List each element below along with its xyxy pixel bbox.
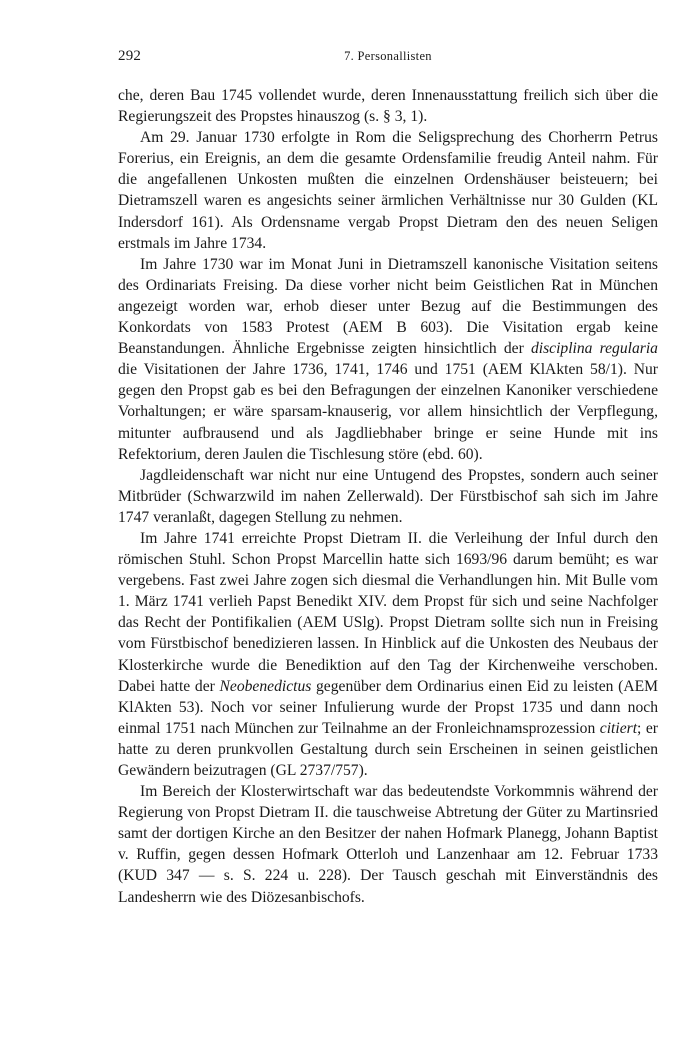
paragraph [118, 465, 658, 528]
text-run: Im Jahre 1741 erreichte Propst Dietram II. die Verleihung der Inful durch den römischen Stuhl. Schon Propst Marcellin hatte sich 1693/96 darum bemüht; es war vergebens. Fast zwei Jahre zogen sich diesmal die Verhandlungen hin. Mit Bulle vom 1. März 1741 verlieh Papst Benedikt XIV. dem Propst für sich und seine Nachfolger das Recht der Pontifikalien (AEM USlg). Propst Dietram sollte sich nun in Freising vom Fürstbischof benedizieren lassen. In Hinblick auf die Unkosten des Neubaus der Klosterkirche wurde die Benediktion auf den Tag der Kirchenweihe verschoben. Dabei hatte der [118, 529, 658, 695]
text-run: ; er hatte zu deren prunkvollen Gestaltung durch sein Erscheinen in seinen geistlichen Gewändern beizutragen (GL 2737/757). [118, 719, 658, 779]
text-run: Im Jahre 1730 war im Monat Juni in Dietramszell kanonische Visitation seitens des Ordinariats Freising. Da diese vorher nicht beim Geistlichen Rat in München angezeigt worden war, erhob dieser unter Bezug auf die Bestimmungen des Konkordats von 1583 Protest (AEM B 603). Die Visitation ergab keine Beanstandungen. Ähnliche Ergebnisse zeigten hinsichtlich der [118, 255, 658, 358]
page-number: 292 [118, 48, 142, 64]
paragraph [118, 254, 658, 465]
text-run: che, deren Bau 1745 vollendet wurde, deren Innenausstattung freilich sich über die Regierungszeit des Propstes hinauszog (s. § 3, 1). [118, 87, 658, 126]
text-run: Am 29. Januar 1730 erfolgte in Rom die Seligsprechung des Chorherrn Petrus Forerius, ein Ereignis, an dem die gesamte Ordensfamilie freudig Anteil nahm. Für die angefallenen Unkosten mußten die einzelnen Ordenshäuser beisteuern; bei Dietramszell waren es angesichts seiner ärmlichen Verhältnisse nur 30 Gulden (KL Indersdorf 161). Als Ordensname vergab Propst Dietram den des neuen Seligen erstmals im Jahre 1734. [118, 129, 658, 252]
paragraph [118, 127, 658, 254]
text-run: die Visitationen der Jahre 1736, 1741, 1746 und 1751 (AEM KlAkten 58/1). Nur gegen den Propst gab es bei den Befragungen der einzelnen Kanoniker verschiedene Vorhaltungen; er wäre sparsam-knauserig, vor allem hinsichtlich der Verpflegung, mitunter aufbrausend und als Jagdliebhaber bringe er seine Hunde mit ins Refektorium, deren Jaulen die Tischlesung störe (ebd. 60). [118, 361, 658, 463]
text-run: gegenüber dem Ordinarius einen Eid zu leisten (AEM KlAkten 53). Noch vor seiner Infulierung wurde der Propst 1735 und dann noch einmal 1751 nach München zur Teilnahme an der Fronleichnamsprozession [118, 677, 658, 737]
text-run: Im Bereich der Klosterwirtschaft war das bedeutendste Vorkommnis während der Regierung von Propst Dietram II. die tauschweise Abtretung der Güter zu Martinsried samt der dortigen Kirche an den Besitzer der nahen Hofmark Planegg, Johann Baptist v. Ruffin, gegen dessen Hofmark Otterloh und Lanzenhaar am 12. Februar 1733 (KUD 347 — s. S. 224 u. 228). Der Tausch geschah mit Einverständnis des Landesherrn wie des Diözesanbischofs. [118, 783, 658, 906]
italic-term: Neobenedictus [219, 677, 312, 695]
page-header [118, 48, 658, 68]
italic-term: disciplina regularia [530, 340, 658, 358]
paragraph [118, 85, 658, 127]
text-run: Jagdleidenschaft war nicht nur eine Untugend des Propstes, sondern auch seiner Mitbrüder (Schwarzwild im nahen Zellerwald). Der Fürstbischof sah sich im Jahre 1747 veranlaßt, dagegen Stellung zu nehmen. [118, 466, 658, 526]
paragraph [118, 781, 658, 908]
body-text [118, 85, 658, 908]
italic-term: citiert [599, 719, 638, 737]
running-head: 7. Personallisten [344, 49, 432, 63]
paragraph [118, 528, 658, 781]
